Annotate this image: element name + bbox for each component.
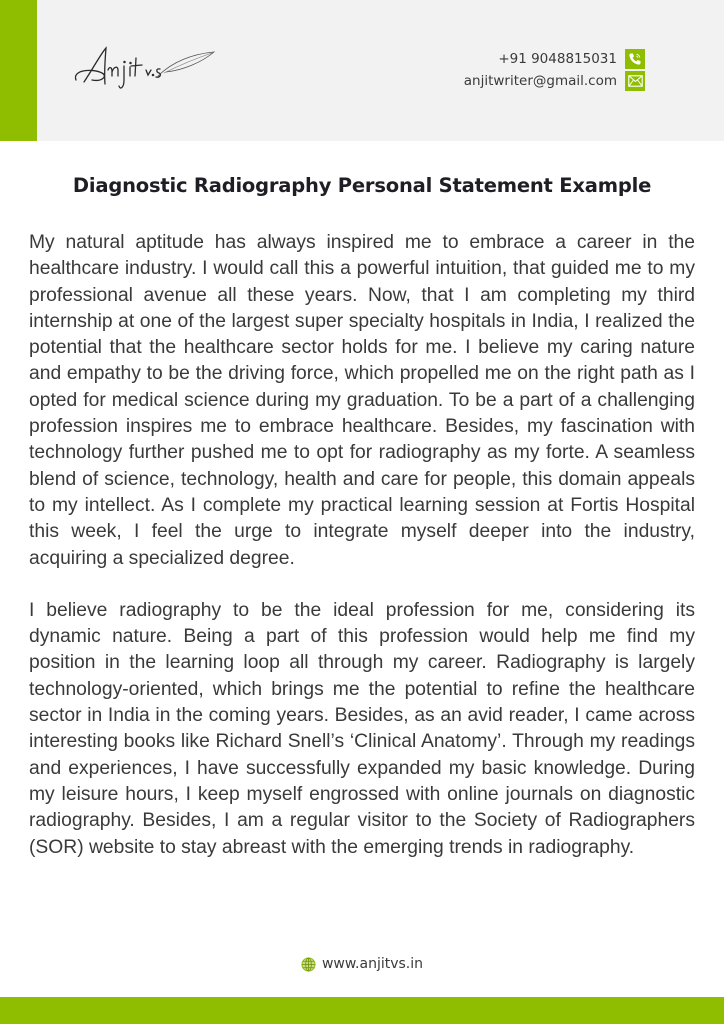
footer-accent-band <box>0 997 724 1024</box>
signature-logo <box>72 40 222 100</box>
contact-block <box>464 48 645 92</box>
header-accent-bar <box>0 0 37 141</box>
letterhead-header <box>0 0 724 141</box>
footer-website <box>0 956 724 972</box>
document-title: Diagnostic Radiography Personal Statement Example <box>72 174 652 197</box>
contact-email-row <box>464 70 645 92</box>
envelope-icon <box>625 71 645 91</box>
phone-icon <box>625 49 645 69</box>
signature-icon <box>72 40 222 100</box>
phone-number[interactable]: +91 9048815031 <box>498 51 617 67</box>
website-link[interactable]: www.anjitvs.in <box>321 956 424 972</box>
globe-icon <box>301 957 316 972</box>
document-body <box>29 230 695 861</box>
paragraph-1: My natural aptitude has always inspired me to embrace a career in the healthcare industry. I would call this a powerful intuition, that guided me to my professional avenue all these years. Now, that I am completing my third internship at one of the largest super specialty hospitals in India, I realized the potential that the healthcare sector holds for me. I believe my caring nature and empathy to be the driving force, which propelled me on the right path as I opted for medical science during my graduation. To be a part of a challenging profession inspires me to embrace healthcare. Besides, my fascination with technology further pushed me to opt for radiography as my forte. A seamless blend of science, technology, health and care for people, this domain appeals to my intellect. As I complete my practical learning session at Fortis Hospital this week, I feel the urge to integrate myself deeper into the industry, acquiring a specialized degree. <box>29 232 695 569</box>
contact-phone-row <box>464 48 645 70</box>
paragraph-2: I believe radiography to be the ideal profession for me, considering its dynamic nature. Being a part of this profession would help me find my position in the learning loop all through my career. Radiography is largely technology-oriented, which brings me the potential to refine the healthcare sector in India in the coming years. Besides, as an avid reader, I came across interesting books like Richard Snell’s ‘Clinical Anatomy’. Through my readings and experiences, I have successfully expanded my basic knowledge. During my leisure hours, I keep myself engrossed with online journals on diagnostic radiography. Besides, I am a regular visitor to the Society of Radiographers (SOR) website to stay abreast with the emerging trends in radiography. <box>29 599 695 858</box>
email-address[interactable]: anjitwriter@gmail.com <box>463 73 617 89</box>
